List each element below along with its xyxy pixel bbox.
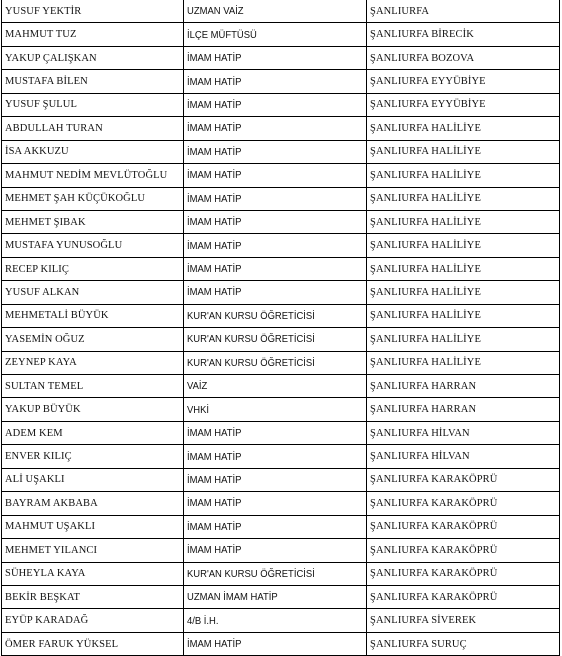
name-cell: İSA AKKUZU [2,140,184,163]
name-cell: RECEP KILIÇ [2,257,184,280]
title-text: İMAM HATİP [187,497,242,510]
title-cell [184,23,367,46]
title-text: İMAM HATİP [187,544,242,557]
name-cell: YUSUF ALKAN [2,281,184,304]
table-row [2,492,560,515]
name-cell: ALİ UŞAKLI [2,468,184,491]
table-row [2,210,560,233]
table-row [2,421,560,444]
title-cell [184,351,367,374]
location-cell: ŞANLIURFA HALİLİYE [367,210,560,233]
location-cell: ŞANLIURFA SİVEREK [367,609,560,632]
name-cell: MEHMET ŞIBAK [2,210,184,233]
title-cell [184,117,367,140]
table-row [2,609,560,632]
name-cell: YAKUP ÇALIŞKAN [2,46,184,69]
table-row [2,140,560,163]
table-row [2,539,560,562]
location-cell: ŞANLIURFA [367,0,560,23]
title-cell [184,492,367,515]
title-text: UZMAN VAİZ [187,5,244,18]
title-text: KUR'AN KURSU ÖĞRETİCİSİ [187,333,315,346]
table-row [2,585,560,608]
table-row [2,117,560,140]
location-cell: ŞANLIURFA HALİLİYE [367,117,560,140]
personnel-table-body [2,0,560,656]
title-cell [184,234,367,257]
title-cell [184,398,367,421]
table-row [2,375,560,398]
location-cell: ŞANLIURFA KARAKÖPRÜ [367,468,560,491]
name-cell: YUSUF YEKTİR [2,0,184,23]
location-cell: ŞANLIURFA KARAKÖPRÜ [367,562,560,585]
name-cell: MEHMET ŞAH KÜÇÜKOĞLU [2,187,184,210]
table-row [2,304,560,327]
name-cell: MEHMET YILANCI [2,539,184,562]
name-cell: ÖMER FARUK YÜKSEL [2,632,184,655]
location-cell: ŞANLIURFA HALİLİYE [367,281,560,304]
name-cell: EYÜP KARADAĞ [2,609,184,632]
title-cell [184,304,367,327]
name-cell: ABDULLAH TURAN [2,117,184,140]
location-cell: ŞANLIURFA KARAKÖPRÜ [367,539,560,562]
name-cell: MEHMETALİ BÜYÜK [2,304,184,327]
title-cell [184,70,367,93]
name-cell: MUSTAFA BİLEN [2,70,184,93]
title-text: İMAM HATİP [187,169,242,182]
name-cell: MUSTAFA YUNUSOĞLU [2,234,184,257]
table-row [2,468,560,491]
location-cell: ŞANLIURFA HALİLİYE [367,328,560,351]
title-cell [184,257,367,280]
title-text: KUR'AN KURSU ÖĞRETİCİSİ [187,309,315,322]
title-text: İMAM HATİP [187,263,242,276]
table-row [2,398,560,421]
location-cell: ŞANLIURFA HARRAN [367,375,560,398]
title-cell [184,468,367,491]
title-text: İLÇE MÜFTÜSÜ [187,28,257,41]
table-row [2,164,560,187]
title-cell [184,632,367,655]
location-cell: ŞANLIURFA HALİLİYE [367,140,560,163]
title-text: İMAM HATİP [187,473,242,486]
title-text: İMAM HATİP [187,239,242,252]
title-cell [184,210,367,233]
location-cell: ŞANLIURFA HALİLİYE [367,351,560,374]
title-text: İMAM HATİP [187,216,242,229]
table-row [2,70,560,93]
title-cell [184,0,367,23]
title-text: İMAM HATİP [187,98,242,111]
table-row [2,515,560,538]
location-cell: ŞANLIURFA KARAKÖPRÜ [367,515,560,538]
name-cell: BAYRAM AKBABA [2,492,184,515]
title-text: İMAM HATİP [187,52,242,65]
location-cell: ŞANLIURFA HALİLİYE [367,304,560,327]
table-row [2,23,560,46]
title-text: KUR'AN KURSU ÖĞRETİCİSİ [187,356,315,369]
title-cell [184,281,367,304]
title-cell [184,187,367,210]
title-text: İMAM HATİP [187,638,242,651]
title-text: KUR'AN KURSU ÖĞRETİCİSİ [187,567,315,580]
title-text: 4/B İ.H. [187,614,219,627]
name-cell: BEKİR BEŞKAT [2,585,184,608]
table-row [2,281,560,304]
title-text: UZMAN İMAM HATİP [187,591,278,604]
title-text: İMAM HATİP [187,122,242,135]
name-cell: MAHMUT TUZ [2,23,184,46]
title-text: İMAM HATİP [187,450,242,463]
title-text: İMAM HATİP [187,145,242,158]
table-row [2,351,560,374]
name-cell: ADEM KEM [2,421,184,444]
name-cell: YUSUF ŞULUL [2,93,184,116]
title-cell [184,562,367,585]
location-cell: ŞANLIURFA HİLVAN [367,421,560,444]
name-cell: SULTAN TEMEL [2,375,184,398]
title-cell [184,421,367,444]
location-cell: ŞANLIURFA HALİLİYE [367,164,560,187]
title-cell [184,164,367,187]
table-row [2,562,560,585]
name-cell: MAHMUT NEDİM MEVLÜTOĞLU [2,164,184,187]
table-row [2,46,560,69]
title-cell [184,585,367,608]
table-row [2,0,560,23]
table-row [2,328,560,351]
table-row [2,632,560,655]
title-text: VAİZ [187,380,208,393]
location-cell: ŞANLIURFA KARAKÖPRÜ [367,492,560,515]
table-row [2,187,560,210]
title-text: İMAM HATİP [187,75,242,88]
name-cell: SÜHEYLA KAYA [2,562,184,585]
title-text: İMAM HATİP [187,286,242,299]
location-cell: ŞANLIURFA HALİLİYE [367,234,560,257]
location-cell: ŞANLIURFA HALİLİYE [367,187,560,210]
table-row [2,93,560,116]
table-row [2,257,560,280]
location-cell: ŞANLIURFA BOZOVA [367,46,560,69]
name-cell: MAHMUT UŞAKLI [2,515,184,538]
location-cell: ŞANLIURFA KARAKÖPRÜ [367,585,560,608]
title-cell [184,539,367,562]
title-text: İMAM HATİP [187,427,242,440]
title-text: VHKİ [187,403,210,416]
location-cell: ŞANLIURFA HALİLİYE [367,257,560,280]
title-cell [184,515,367,538]
name-cell: ENVER KILIÇ [2,445,184,468]
title-cell [184,328,367,351]
title-text: İMAM HATİP [187,192,242,205]
name-cell: ZEYNEP KAYA [2,351,184,374]
name-cell: YASEMİN OĞUZ [2,328,184,351]
location-cell: ŞANLIURFA HARRAN [367,398,560,421]
title-cell [184,375,367,398]
title-cell [184,46,367,69]
location-cell: ŞANLIURFA SURUÇ [367,632,560,655]
location-cell: ŞANLIURFA EYYÜBİYE [367,70,560,93]
name-cell: YAKUP BÜYÜK [2,398,184,421]
table-row [2,234,560,257]
location-cell: ŞANLIURFA EYYÜBİYE [367,93,560,116]
title-cell [184,445,367,468]
location-cell: ŞANLIURFA BİRECİK [367,23,560,46]
location-cell: ŞANLIURFA HİLVAN [367,445,560,468]
title-cell [184,140,367,163]
title-cell [184,93,367,116]
title-cell [184,609,367,632]
table-row [2,445,560,468]
personnel-table [1,0,560,656]
title-text: İMAM HATİP [187,520,242,533]
